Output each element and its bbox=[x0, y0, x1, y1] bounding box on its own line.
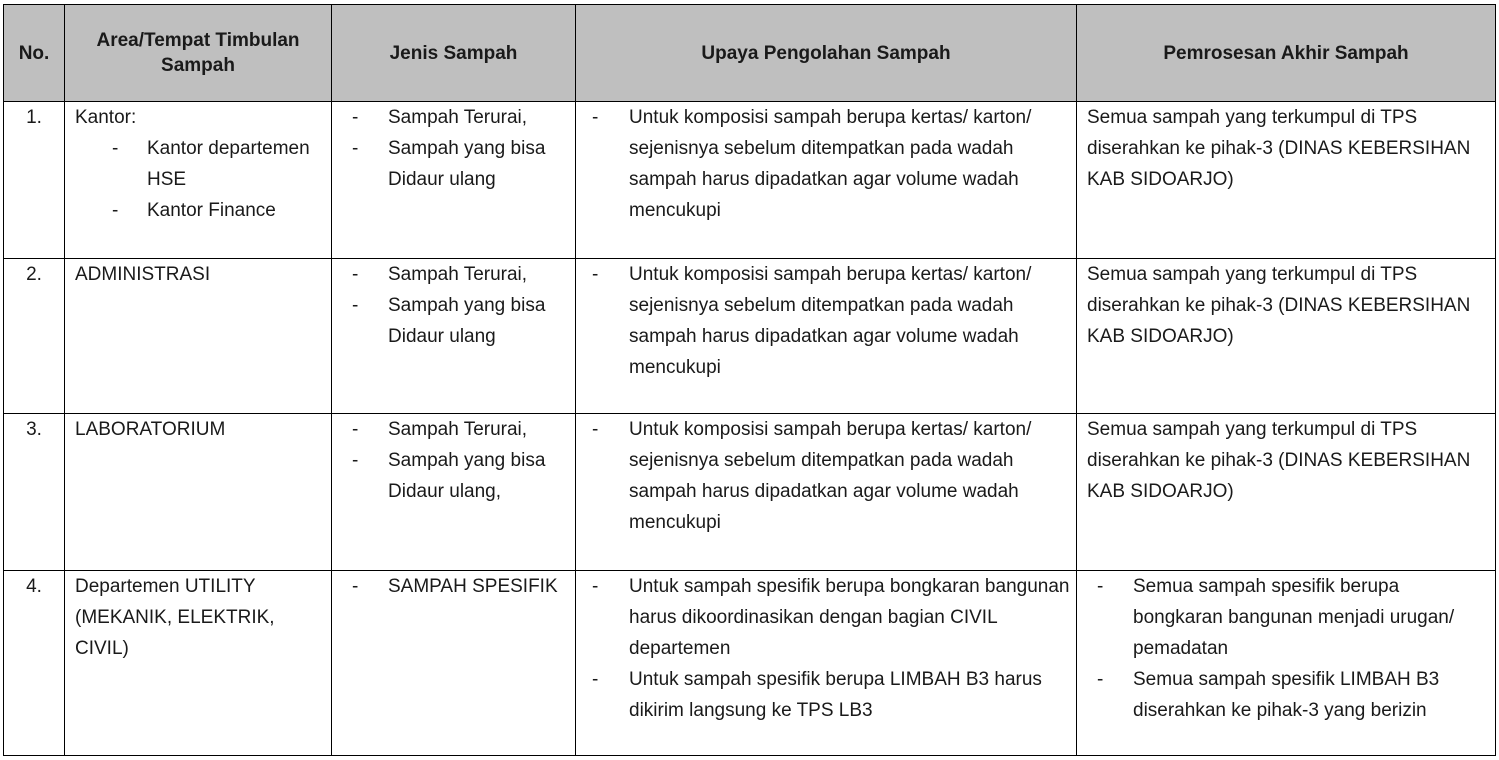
list-item: - Sampah yang bisa Didaur ulang bbox=[342, 290, 569, 352]
header-no: No. bbox=[4, 5, 65, 102]
table-row bbox=[4, 102, 1496, 259]
area-title: Departemen UTILITY (MEKANIK, ELEKTRIK, CIVIL) bbox=[75, 576, 275, 659]
akhir-cell: Semua sampah yang terkumpul di TPS diserahkan ke pihak-3 (DINAS KEBERSIHAN KAB SIDOARJO) bbox=[1077, 259, 1496, 414]
area-cell bbox=[65, 414, 332, 571]
waste-management-table bbox=[3, 4, 1496, 756]
akhir-cell: Semua sampah yang terkumpul di TPS diserahkan ke pihak-3 (DINAS KEBERSIHAN KAB SIDOARJO) bbox=[1077, 414, 1496, 571]
upaya-list bbox=[586, 414, 1070, 538]
upaya-list bbox=[586, 259, 1070, 383]
list-item: - Untuk komposisi sampah berupa kertas/ karton/ sejenisnya sebelum ditempatkan pada wadah sampah harus dipadatkan agar volume wadah mencukupi bbox=[586, 414, 1070, 538]
list-item: - Sampah Terurai, bbox=[342, 414, 569, 445]
akhir-list bbox=[1087, 571, 1487, 726]
header-jenis: Jenis Sampah bbox=[332, 5, 576, 102]
upaya-cell bbox=[576, 259, 1077, 414]
upaya-cell bbox=[576, 414, 1077, 571]
header-akhir: Pemrosesan Akhir Sampah bbox=[1077, 5, 1496, 102]
area-title: Kantor: bbox=[75, 107, 137, 128]
header-row bbox=[4, 5, 1496, 102]
upaya-cell bbox=[576, 102, 1077, 259]
row-number: 1. bbox=[4, 102, 65, 259]
list-item: - Semua sampah spesifik berupa bongkaran bangunan menjadi urugan/ pemadatan bbox=[1087, 571, 1487, 664]
jenis-list bbox=[342, 571, 569, 602]
list-item: - Untuk sampah spesifik berupa LIMBAH B3 harus dikirim langsung ke TPS LB3 bbox=[586, 664, 1070, 726]
jenis-cell bbox=[332, 259, 576, 414]
area-title: ADMINISTRASI bbox=[75, 264, 211, 285]
akhir-cell bbox=[1077, 571, 1496, 756]
area-title: LABORATORIUM bbox=[75, 419, 226, 440]
header-area: Area/Tempat Timbulan Sampah bbox=[65, 5, 332, 102]
list-item: - Kantor departemen HSE bbox=[75, 133, 323, 195]
list-item: - Kantor Finance bbox=[75, 195, 323, 226]
list-item: - SAMPAH SPESIFIK bbox=[342, 571, 569, 602]
area-sublist bbox=[75, 133, 323, 226]
row-number: 3. bbox=[4, 414, 65, 571]
area-cell bbox=[65, 259, 332, 414]
header-upaya: Upaya Pengolahan Sampah bbox=[576, 5, 1077, 102]
area-cell bbox=[65, 571, 332, 756]
row-number: 4. bbox=[4, 571, 65, 756]
upaya-list bbox=[586, 571, 1070, 726]
list-item: - Sampah Terurai, bbox=[342, 102, 569, 133]
list-item: - Sampah yang bisa Didaur ulang bbox=[342, 133, 569, 195]
list-item: - Semua sampah spesifik LIMBAH B3 diserahkan ke pihak-3 yang berizin bbox=[1087, 664, 1487, 726]
upaya-list bbox=[586, 102, 1070, 226]
jenis-list bbox=[342, 414, 569, 507]
table-row bbox=[4, 259, 1496, 414]
upaya-cell bbox=[576, 571, 1077, 756]
list-item: - Sampah yang bisa Didaur ulang, bbox=[342, 445, 569, 507]
akhir-cell: Semua sampah yang terkumpul di TPS diserahkan ke pihak-3 (DINAS KEBERSIHAN KAB SIDOARJO) bbox=[1077, 102, 1496, 259]
list-item: - Untuk komposisi sampah berupa kertas/ karton/ sejenisnya sebelum ditempatkan pada wadah sampah harus dipadatkan agar volume wadah mencukupi bbox=[586, 102, 1070, 226]
list-item: - Untuk komposisi sampah berupa kertas/ karton/ sejenisnya sebelum ditempatkan pada wadah sampah harus dipadatkan agar volume wadah mencukupi bbox=[586, 259, 1070, 383]
jenis-cell bbox=[332, 414, 576, 571]
jenis-list bbox=[342, 102, 569, 195]
area-cell bbox=[65, 102, 332, 259]
table-row bbox=[4, 414, 1496, 571]
jenis-cell bbox=[332, 571, 576, 756]
table-row bbox=[4, 571, 1496, 756]
list-item: - Untuk sampah spesifik berupa bongkaran bangunan harus dikoordinasikan dengan bagian CIVIL departemen bbox=[586, 571, 1070, 664]
jenis-list bbox=[342, 259, 569, 352]
jenis-cell bbox=[332, 102, 576, 259]
row-number: 2. bbox=[4, 259, 65, 414]
list-item: - Sampah Terurai, bbox=[342, 259, 569, 290]
